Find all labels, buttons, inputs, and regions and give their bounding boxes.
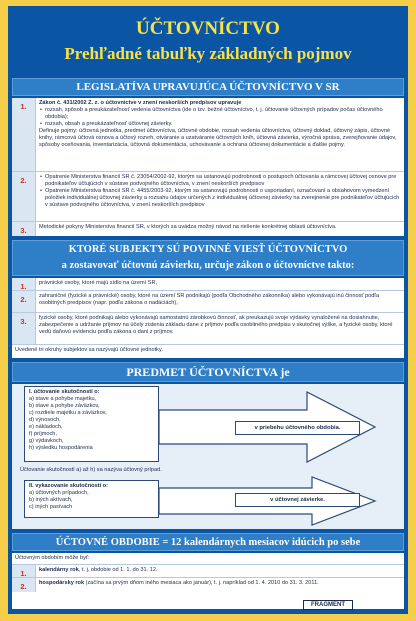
predmet-box-uctovanie [24,386,159,462]
subjekty-panel [12,278,404,358]
term-definition: (začína sa prvým dňom iného mesiaca ako január), t. j. napríklad od 1. 4. 2010 do 31. 3. 2011. [84,580,319,586]
result-label-priebeh: v priebehu účtovného obdobia. [235,421,360,435]
row-number: 2. [12,578,36,592]
list-item: g) výdavkoch, [29,438,64,444]
row-content [39,100,400,149]
obdobie-intro: Účtovným obdobím môže byť: [15,555,90,561]
table-row [12,278,404,291]
publisher-logo: FRAGMENT [303,600,353,610]
list-item: b) iných aktívach, [29,497,73,503]
row-number: 1. [12,98,36,171]
table-row [12,564,404,578]
list-item: c) iných pasívach [29,504,73,510]
predmet-panel [12,384,404,529]
row-content: fyzické osoby, ktoré podnikajú alebo vykonávajú samostatnú zárobkovú činnosť, ak preukazujú svoje výdavky vynaložené na dosiahnutie, zabezpečenie a udržanie príjmov na účely zistenia základu dane z príjmov podľa osobitného predpisu v skutočnej výške, a fyzické osoby, ktoré vedú daňovú evidenciu podľa zákona o dani z príjmov. [39,315,393,335]
page-title: ÚČTOVNÍCTVO [136,18,280,39]
list-item: b) stave a pohybe záväzkov, [29,403,100,409]
term: hospodársky rok [39,580,85,586]
page-subtitle: Prehľadné tabuľky základných pojmov [64,44,352,63]
box-title: II. vykazovanie skutočností o: [29,483,108,489]
row-content [39,580,400,587]
list-item: • rozsah, spôsob a preukázateľnosť vedenia účtovníctva (ide o tzv. bežné účtovníctvo, t. j. účtovanie účtovných prípadov počas účtovného obdobia); [39,107,400,121]
row-number: 2. [12,291,36,312]
list-item: • Opatrenie Ministerstva financií SR č. 23054/2002-92, ktorým sa ustanovujú podrobnosti o postupoch účtovania a rámcovej účtovej osnove pre podnikateľov účtujúcich v sústave podvojného účtovníctva, v znení neskorších predpisov [39,174,400,188]
subjekty-footer: Uvedené tri okruhy subjektov sa nazývajú účtovné jednotky. [15,347,163,353]
heading-line: a zostavovať účtovnú závierku, určuje zákon o účtovníctve takto: [61,260,355,271]
list-item: d) výnosoch, [29,417,61,423]
row-content: právnické osoby, ktoré majú sídlo na území SR, [39,280,158,286]
row-number: 1. [12,278,36,290]
row-content: Metodické pokyny Ministerstva financií SR, v ktorých sa uvádza možný návod na riešenie konkrétnej oblasti účtovníctva. [39,224,337,230]
table-row [12,222,404,236]
list-item: c) rozdiele majetku a záväzkov, [29,410,107,416]
table-row [12,291,404,313]
row-content [39,567,400,574]
row-number: 3. [12,222,36,236]
row-number: 3. [12,313,36,344]
predmet-box-vykazovanie [24,480,159,518]
uctovny-pripad-note: Účtovanie skutočností a) až h) sa nazýva účtovný prípad. [20,467,162,473]
section-heading-subjekty [12,240,404,276]
table-row [12,313,404,345]
table-row [12,98,404,172]
list-item: • rozsah, obsah a preukázateľnosť účtovnej závierky. [39,121,400,128]
section-heading-predmet: PREDMET ÚČTOVNÍCTVA je [12,362,404,382]
section-heading-legislativa: LEGISLATÍVA UPRAVUJÚCA ÚČTOVNÍCTVO V SR [12,78,404,96]
poster-frame [8,6,408,614]
list-item: • Opatrenie Ministerstva financií SR č. 4455/2003-92, ktorým sa ustanovujú podrobnosti o usporiadaní, označovaní a obsahovom vymedzení položiek individuálnej účtovnej závierky a rozsahu údajov určených z individuálnej účtovnej závierky na zverejnenie pre podnikateľov účtujúcich v sústave podvojného účtovníctva, v znení neskorších predpisov [39,188,400,209]
row-content [39,174,400,209]
row-content: zahraničné (fyzické a právnické) osoby, ktoré na území SR podnikajú (podľa Obchodného zákonníka) alebo vykonávajú inú činnosť podľa osobitných predpisov (napr. podľa zákona o nadáciách), [39,293,380,306]
row-number: 1. [12,565,36,577]
legislativa-panel [12,98,404,236]
list-item: f) príjmoch, [29,431,57,437]
box-title: I. účtovanie skutočností o: [29,389,100,395]
list-item: e) nákladoch, [29,424,63,430]
law-definitions: Definuje pojmy: účtovná jednotka, predmet účtovníctva, účtovné obdobie, rozsah vedenia účtovníctva, účtovný doklad, účtovný zápis, účtovné knihy, rámcová účtová osnova a účtový rozvrh, otváranie a uzatváranie účtovných kníh, účtovná závierka, výročná správa, zverejňovanie údajov, spôsoby oceňovania, inventarizácia, účtovná dokumentácia, uchovávanie a ochrana účtovnej dokumentácie a ďalšie pojmy. [39,128,397,148]
heading-line: KTORÉ SUBJEKTY SÚ POVINNÉ VIESŤ ÚČTOVNÍCTVO [68,244,348,255]
list-item: a) stave a pohybe majetku, [29,396,97,402]
law-title: Zákon č. 431/2002 Z. z. o účtovníctve v znení neskorších predpisov upravuje [39,100,242,106]
list-item: a) účtovných prípadoch, [29,490,89,496]
row-number: 2. [12,172,36,221]
table-row [12,172,404,222]
term-definition: , t. j. obdobie od 1. 1. do 31. 12. [78,567,158,573]
list-item: h) výsledku hospodárenia [29,445,93,451]
section-heading-obdobie: ÚČTOVNÉ OBDOBIE = 12 kalendárnych mesiacov idúcich po sebe [12,533,404,551]
term: kalendárny rok [39,567,79,573]
result-label-zavierka: v účtovnej závierke. [235,493,360,507]
table-row [12,578,404,592]
